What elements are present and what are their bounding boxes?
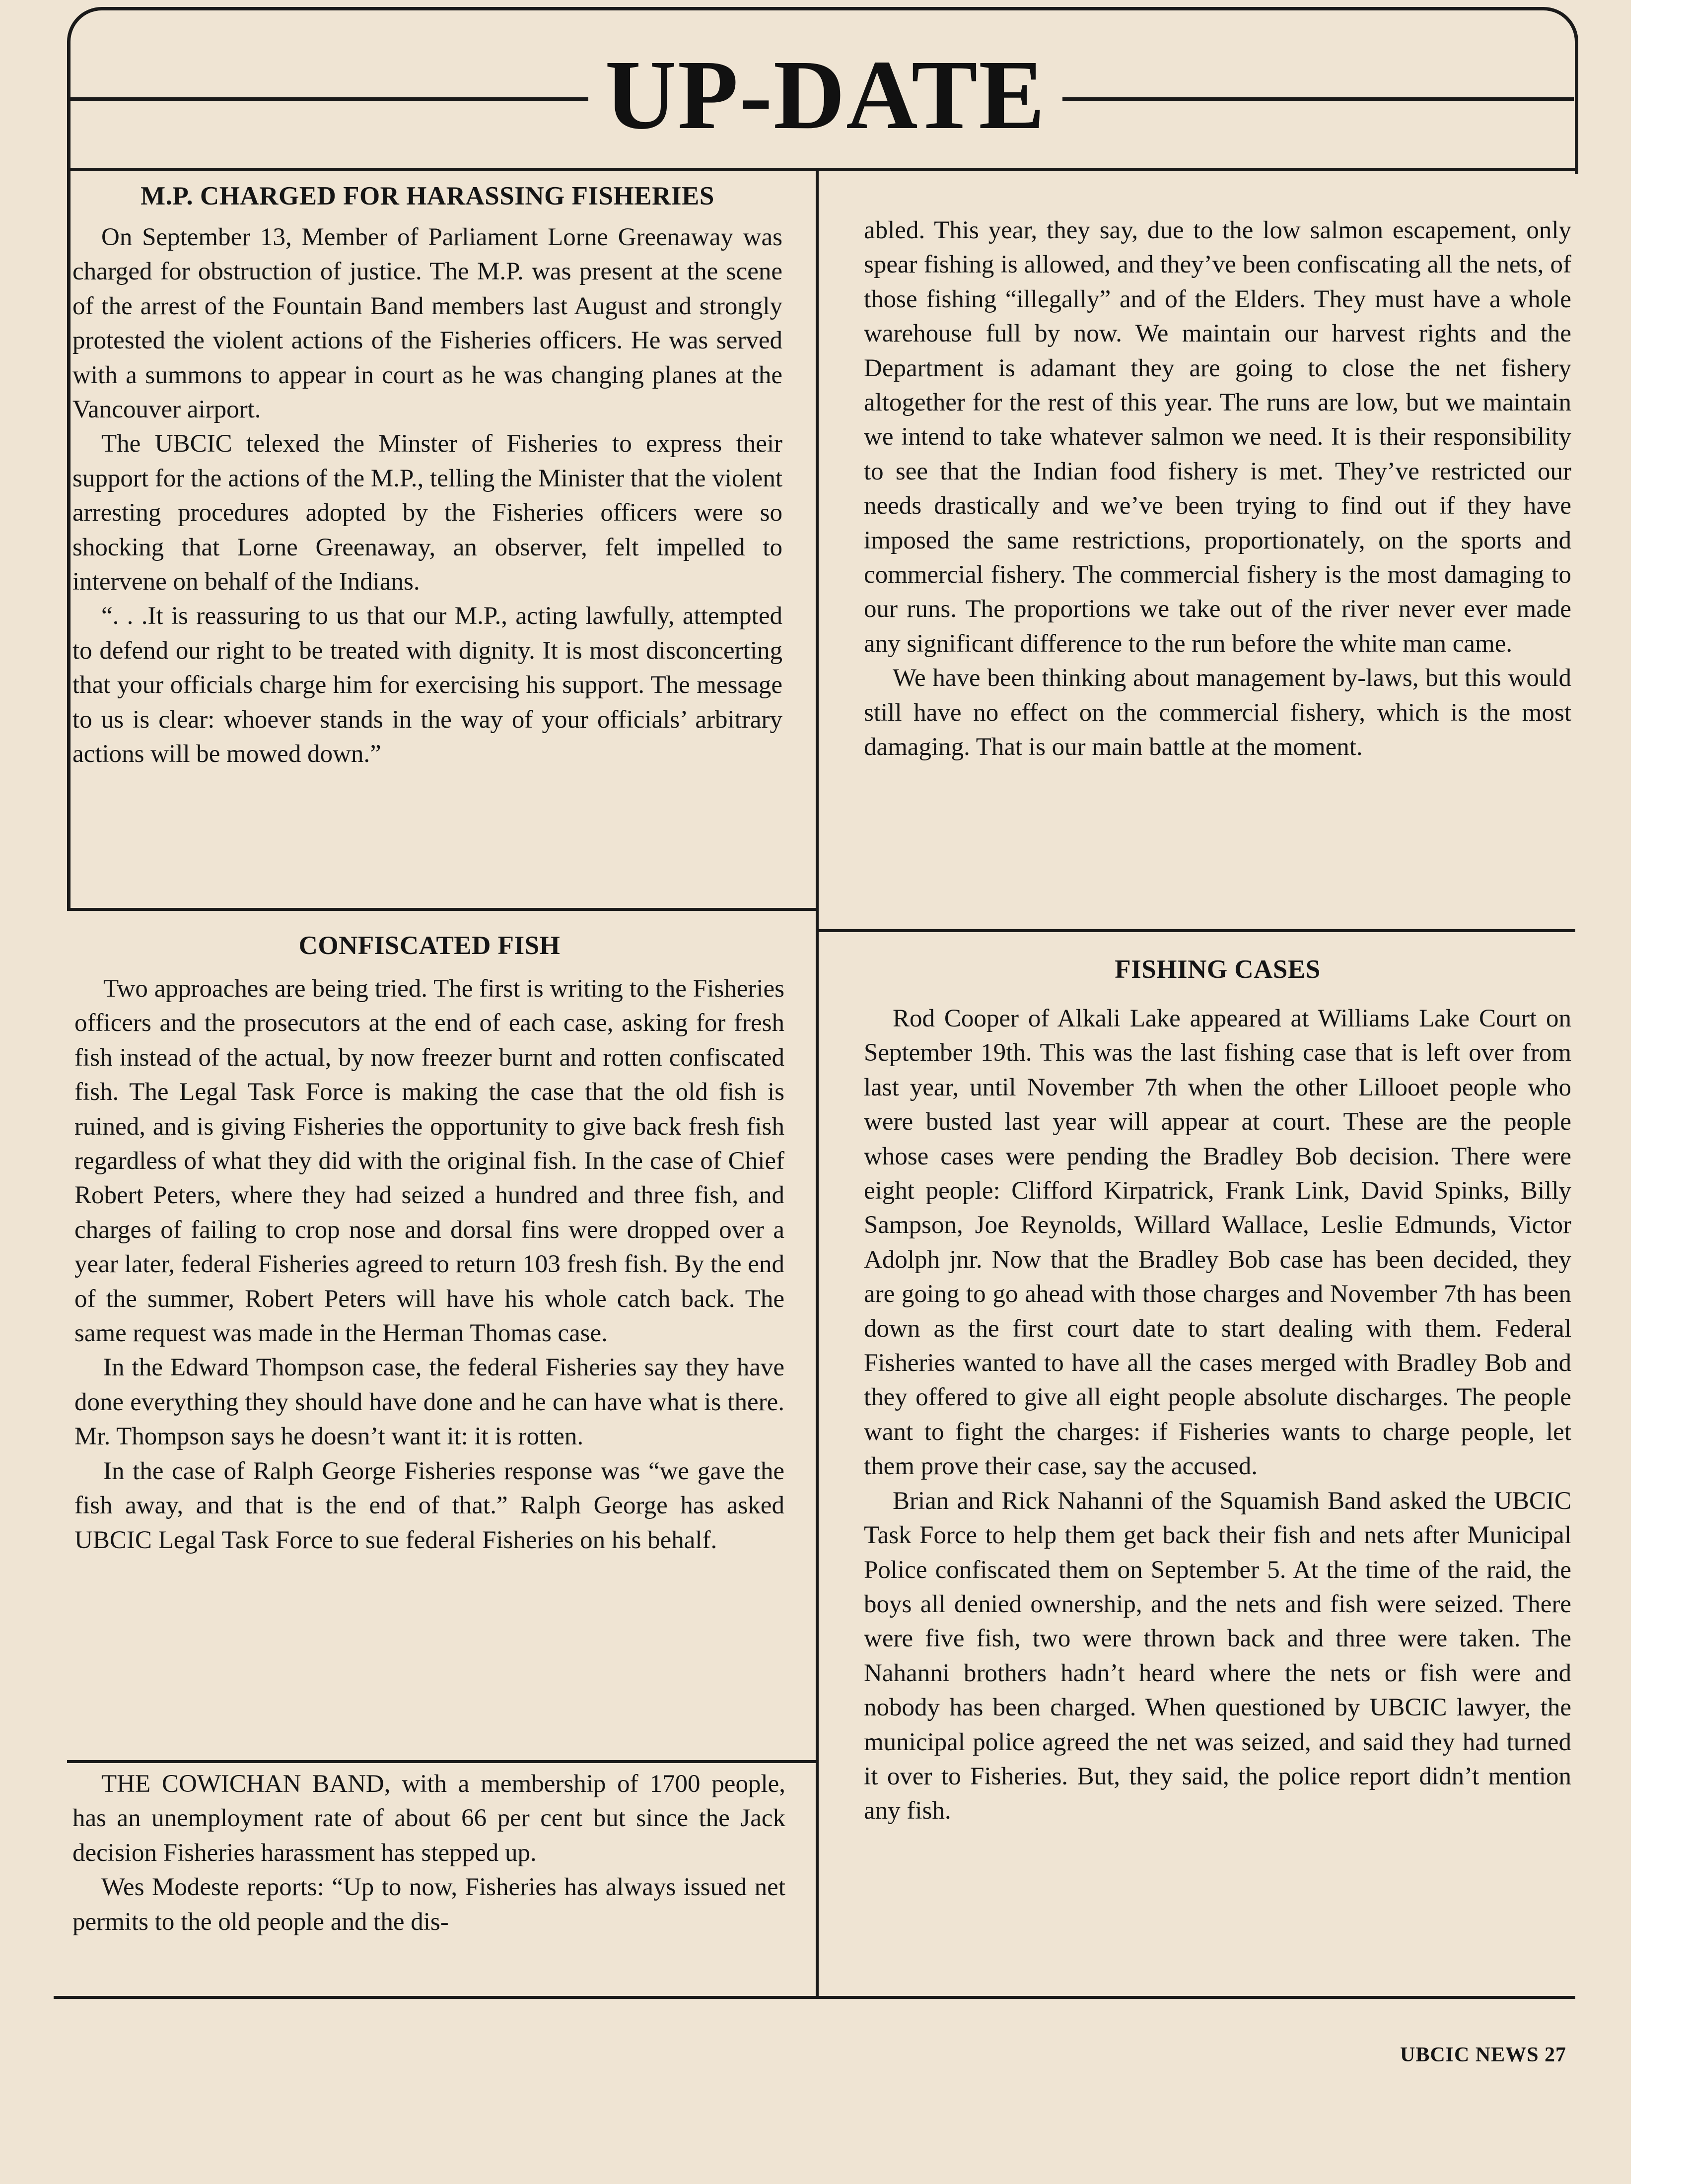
article-paragraph: “. . .It is reassuring to us that our M.P., acting lawfully, attempted to defend our right to be treated with dignity. It is most disconcerting that your officials charge him for exercising his support. The message to us is clear: whoever stands in the way of your officials’ arbitrary actions will be mowed down.”	[72, 602, 782, 768]
title-rule-right	[1062, 97, 1574, 101]
article-headline: M.P. CHARGED FOR HARASSING FISHERIES	[141, 182, 714, 210]
page-title: UP-DATE	[605, 40, 1046, 150]
article-paragraph: In the case of Ralph George Fisheries response was “we gave the fish away, and that is the end of that.” Ralph George has asked UBCIC Legal Task Force to sue federal Fisheries on his behalf.	[74, 1457, 784, 1554]
article-paragraph: THE COWICHAN BAND, with a membership of 1700 people, has an unemployment rate of about 66 per cent but since the Jack decision Fisheries harassment has stepped up.	[72, 1770, 785, 1867]
left-column-border	[67, 171, 70, 911]
article-paragraph: Wes Modeste reports: “Up to now, Fisheries has always issued net permits to the old people and the dis-	[72, 1873, 785, 1936]
article-paragraph: Rod Cooper of Alkali Lake appeared at Williams Lake Court on September 19th. This was the last fishing case that is left over from last year, until November 7th when the other Lillooet people who were busted last year will appear at court. These are the people whose cases were pending the Bradley Bob decision. There were eight people: Clifford Kirpatrick, Frank Link, David Spinks, Billy Sampson, Joe Reynolds, Willard Wallace, Leslie Edmunds, Victor Adolph jnr. Now that the Bradley Bob case has been decided, they are going to go ahead with those charges and November 7th has been down as the first court date to start dealing with them. Federal Fisheries wanted to have all the cases merged with Bradley Bob and they offered to give all eight people absolute discharges. The people want to fight the charges: if Fisheries wants to charge people, let them prove their case, say the accused.	[864, 1005, 1571, 1481]
article-fishing-cases	[864, 952, 1571, 1829]
article-headline: CONFISCATED FISH	[298, 931, 561, 960]
article-confiscated-fish	[74, 928, 784, 1558]
title-rule-left	[67, 97, 588, 101]
column-divider	[816, 171, 819, 1999]
article-paragraph: On September 13, Member of Parliament Lorne Greenaway was charged for obstruction of justice. The M.P. was present at the scene of the arrest of the Fountain Band members last August and strongly protested the violent actions of the Fisheries officers. He was served with a summons to appear in court as he was changing planes at the Vancouver airport.	[72, 223, 782, 424]
article-paragraph: Two approaches are being tried. The first is writing to the Fisheries officers and the prosecutors at the end of each case, asking for fresh fish instead of the actual, by now freezer burnt and rotten confiscated fish. The Legal Task Force is making the case that the old fish is ruined, and is giving Fisheries the opportunity to give back fresh fish regardless of what they did with the original fish. In the case of Chief Robert Peters, where they had seized a hundred and three fish, and charges of failing to crop nose and dorsal fins were dropped over a year later, federal Fisheries agreed to return 103 fresh fish. By the end of the summer, Robert Peters will have his whole catch back. The same request was made in the Herman Thomas case.	[74, 975, 784, 1348]
page-footer: UBCIC NEWS 27	[1400, 2044, 1567, 2066]
article-paragraph: In the Edward Thompson case, the federal Fisheries say they have done everything they should have done and he can have what is there. Mr. Thompson says he doesn’t want it: it is rotten.	[74, 1354, 784, 1451]
article-paragraph: The UBCIC telexed the Minster of Fisheries to express their support for the actions of the M.P., telling the Minister that the violent arresting procedures adopted by the Fisheries officers were so shocking that Lorne Greenaway, an observer, felt impelled to intervene on behalf of the Indians.	[72, 430, 782, 596]
article-mp-charged	[72, 179, 782, 772]
masthead-bottom-rule	[67, 168, 1578, 171]
bottom-rule	[54, 1996, 1575, 1999]
section-rule	[67, 908, 819, 911]
section-rule	[67, 1760, 819, 1763]
article-paragraph: abled. This year, they say, due to the low salmon escapement, only spear fishing is allowed, and they’ve been confiscating all the nets, of those fishing “illegally” and of the Elders. They must have a whole warehouse full by now. We maintain our harvest rights and the Department is adamant they are going to close the net fishery altogether for the rest of this year. The runs are low, but we maintain we intend to take whatever salmon we need. It is their responsibility to see that the Indian food fishery is met. They’ve restricted our needs drastically and we’ve been trying to find out if they have imposed the same restrictions, proportionately, on the sports and commercial fishery. The commercial fishery is the most damaging to our runs. The proportions we take out of the river never ever made any significant difference to the run before the white man came.	[864, 216, 1571, 658]
article-paragraph: We have been thinking about management by-laws, but this would still have no effect on the commercial fishery, which is the most damaging. That is our main battle at the moment.	[864, 664, 1571, 761]
article-cowichan-band	[72, 1767, 785, 1939]
section-rule	[816, 929, 1575, 932]
article-cowichan-continued	[864, 213, 1571, 765]
article-paragraph: Brian and Rick Nahanni of the Squamish Band asked the UBCIC Task Force to help them get back their fish and nets after Municipal Police confiscated them on September 5. At the time of the raid, the boys all denied ownership, and the nets and fish were seized. There were five fish, two were thrown back and three were taken. The Nahanni brothers hadn’t heard where the nets or fish were and nobody has been charged. When questioned by UBCIC lawyer, the municipal police agreed the net was seized, and said they had turned it over to Fisheries. But, they said, the police report didn’t mention any fish.	[864, 1487, 1571, 1825]
article-headline: FISHING CASES	[1115, 955, 1321, 984]
